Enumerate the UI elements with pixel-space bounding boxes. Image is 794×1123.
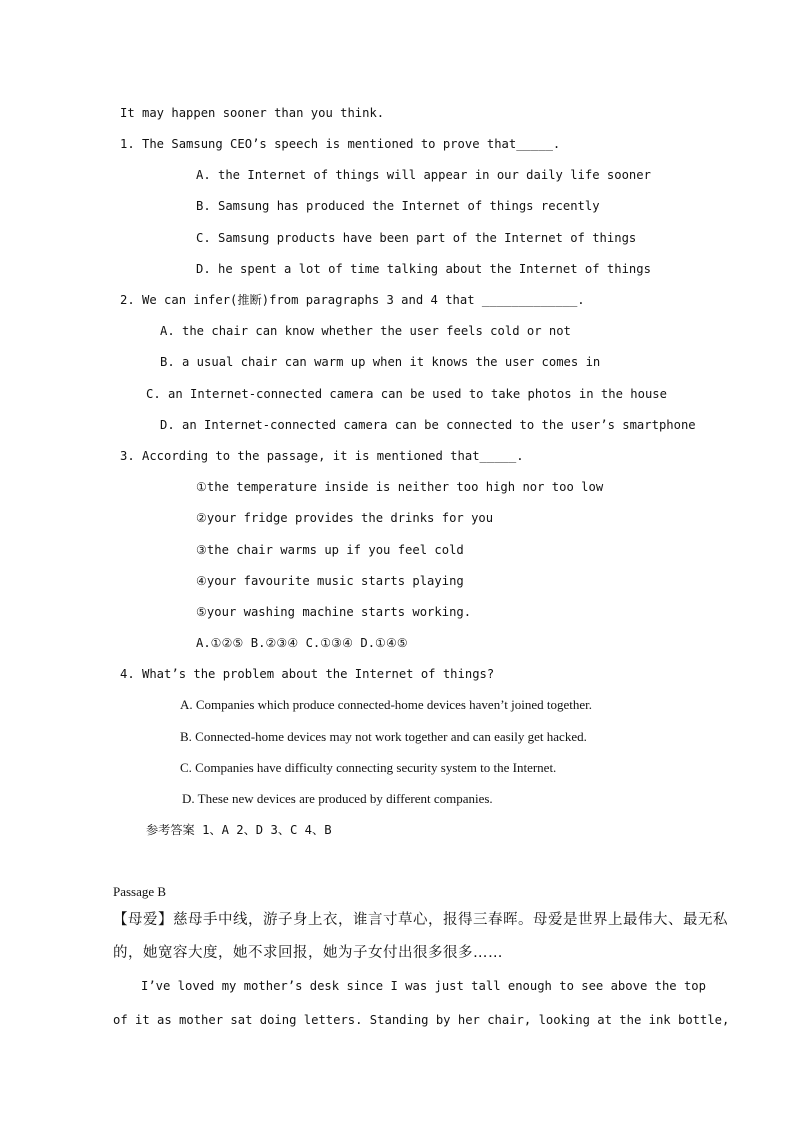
- question-2-option-d: D. an Internet-connected camera can be connected to the user’s smartphone: [160, 418, 696, 432]
- question-3-item-3: ③the chair warms up if you feel cold: [196, 543, 464, 557]
- question-4-option-d: D. These new devices are produced by different companies.: [182, 791, 493, 806]
- question-4-option-c: C. Companies have difficulty connecting security system to the Internet.: [180, 760, 557, 775]
- question-2-option-b: B. a usual chair can warm up when it knows the user comes in: [160, 355, 601, 369]
- question-3-item-1: ①the temperature inside is neither too high nor too low: [196, 480, 604, 494]
- passage-b-intro-line-2: 的，她宽容大度，她不求回报，她为子女付出很多很多……: [113, 945, 503, 961]
- question-1-option-a: A. the Internet of things will appear in our daily life sooner: [196, 168, 651, 182]
- question-4-option-a: A. Companies which produce connected-home devices haven’t joined together.: [180, 697, 593, 712]
- question-2-stem: 2. We can infer(推断)from paragraphs 3 and 4 that _____________.: [120, 293, 585, 307]
- question-3-choices: A.①②⑤ B.②③④ C.①③④ D.①④⑤: [196, 636, 408, 650]
- question-2-option-a: A. the chair can know whether the user feels cold or not: [160, 324, 571, 338]
- question-3-item-4: ④your favourite music starts playing: [196, 574, 464, 588]
- passage-closing-sentence: It may happen sooner than you think.: [120, 106, 385, 120]
- question-4-option-b: B. Connected-home devices may not work together and can easily get hacked.: [180, 729, 587, 744]
- question-2-option-c: C. an Internet-connected camera can be used to take photos in the house: [146, 387, 667, 401]
- question-3-item-2: ②your fridge provides the drinks for you: [196, 511, 494, 525]
- question-1-stem: 1. The Samsung CEO’s speech is mentioned to prove that_____.: [120, 137, 561, 151]
- question-1-option-b: B. Samsung has produced the Internet of things recently: [196, 199, 600, 213]
- question-1-option-d: D. he spent a lot of time talking about the Internet of things: [196, 262, 651, 276]
- answer-key: 参考答案 1、A 2、D 3、C 4、B: [146, 823, 332, 837]
- passage-b-title: Passage B: [113, 884, 167, 899]
- passage-b-intro-line-1: 【母爱】慈母手中线，游子身上衣，谁言寸草心，报得三春晖。母爱是世界上最伟大、最无私: [113, 912, 728, 928]
- question-4-stem: 4. What’s the problem about the Internet of things?: [120, 667, 495, 681]
- question-3-stem: 3. According to the passage, it is mentioned that_____.: [120, 449, 524, 463]
- passage-b-body-line-1: I’ve loved my mother’s desk since I was just tall enough to see above the top: [141, 979, 706, 993]
- passage-b-body-line-2: of it as mother sat doing letters. Standing by her chair, looking at the ink bottle,: [113, 1013, 730, 1027]
- question-1-option-c: C. Samsung products have been part of the Internet of things: [196, 231, 637, 245]
- question-3-item-5: ⑤your washing machine starts working.: [196, 605, 472, 619]
